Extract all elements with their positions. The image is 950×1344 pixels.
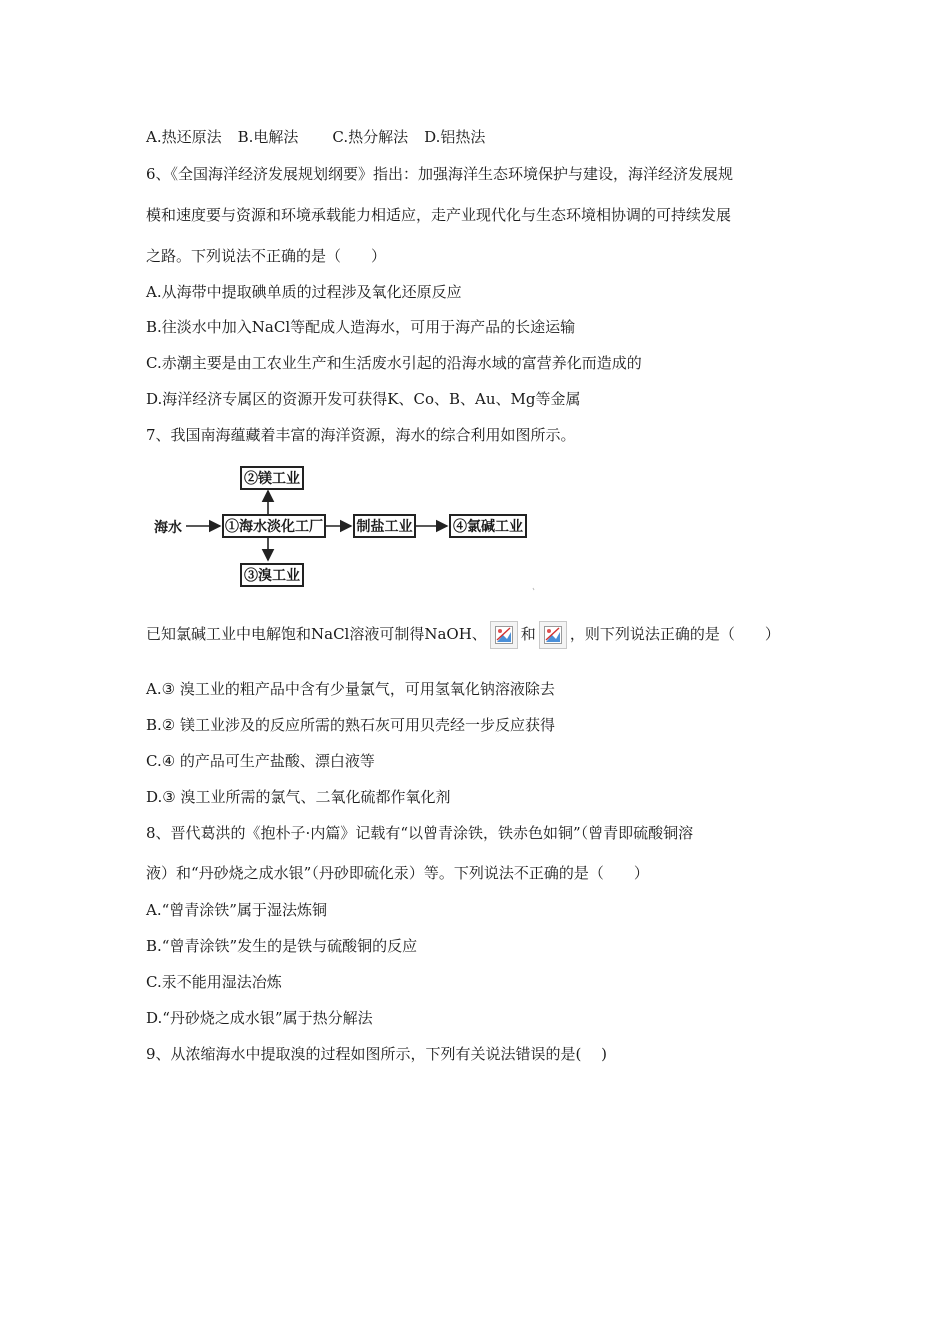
q6-option-a: A.从海带中提取碘单质的过程涉及氧化还原反应 bbox=[146, 283, 462, 301]
seawater-flow-diagram bbox=[150, 460, 550, 595]
q8-option-b: B.“曾青涂铁”发生的是铁与硫酸铜的反应 bbox=[146, 937, 418, 955]
q8-option-d: D.“丹砂烧之成水银”属于热分解法 bbox=[146, 1009, 373, 1027]
q7-known-condition bbox=[146, 621, 780, 649]
q6-stem-line-2: 模和速度要与资源和环境承载能力相适应，走产业现代化与生态环境相协调的可持续发展 bbox=[146, 206, 732, 224]
box-magnesium-industry: ②镁工业 bbox=[240, 466, 304, 490]
q7-known-suffix: ，则下列说法正确的是（ ） bbox=[569, 625, 780, 643]
q5-option-d: D.铝热法 bbox=[424, 128, 486, 146]
q6-stem-line-3: 之路。下列说法不正确的是（ ） bbox=[146, 247, 387, 265]
q7-option-b: B.② 镁工业涉及的反应所需的熟石灰可用贝壳经一步反应获得 bbox=[146, 716, 556, 734]
broken-image-icon bbox=[539, 621, 567, 649]
q8-stem-line-2: 液）和“丹砂烧之成水银”（丹砂即硫化汞）等。下列说法不正确的是（ ） bbox=[146, 864, 649, 882]
q8-option-a: A.“曾青涂铁”属于湿法炼铜 bbox=[146, 901, 327, 919]
q6-option-c: C.赤潮主要是由工农业生产和生活废水引起的沿海水域的富营养化而造成的 bbox=[146, 354, 642, 372]
q7-option-c: C.④ 的产品可生产盐酸、漂白液等 bbox=[146, 752, 375, 770]
q5-option-a: A.热还原法 bbox=[146, 128, 222, 146]
q5-options-line bbox=[146, 127, 485, 147]
q8-stem-line-1: 8、晋代葛洪的《抱朴子·内篇》记载有“以曾青涂铁，铁赤色如铜”（曾青即硫酸铜溶 bbox=[146, 824, 694, 842]
q7-option-d: D.③ 溴工业所需的氯气、二氧化硫都作氧化剂 bbox=[146, 788, 451, 806]
q7-option-a: A.③ 溴工业的粗产品中含有少量氯气，可用氢氧化钠溶液除去 bbox=[146, 680, 555, 698]
broken-image-icon bbox=[490, 621, 518, 649]
q7-stem: 7、我国南海蕴藏着丰富的海洋资源，海水的综合利用如图所示。 bbox=[146, 426, 576, 444]
box-desalination-plant: ①海水淡化工厂 bbox=[222, 514, 326, 538]
input-seawater-label: 海水 bbox=[154, 520, 182, 536]
q5-option-b: B.电解法 bbox=[237, 128, 299, 146]
q6-option-b: B.往淡水中加入NaCl等配成人造海水，可用于海产品的长途运输 bbox=[146, 318, 576, 336]
q9-stem: 9、从浓缩海水中提取溴的过程如图所示，下列有关说法错误的是( ) bbox=[146, 1045, 608, 1063]
box-chlor-alkali-industry: ④氯碱工业 bbox=[449, 514, 527, 538]
q6-stem-line-1: 6、《全国海洋经济发展规划纲要》指出：加强海洋生态环境保护与建设，海洋经济发展规 bbox=[146, 165, 734, 183]
q7-known-prefix: 已知氯碱工业中电解饱和NaCl溶液可制得NaOH、 bbox=[146, 625, 487, 643]
q7-known-mid: 和 bbox=[520, 625, 536, 643]
q8-option-c: C.汞不能用湿法冶炼 bbox=[146, 973, 282, 991]
box-bromine-industry: ③溴工业 bbox=[240, 563, 304, 587]
box-salt-industry: 制盐工业 bbox=[353, 514, 416, 538]
q5-option-c: C.热分解法 bbox=[332, 128, 409, 146]
scan-speck bbox=[533, 588, 534, 590]
q6-option-d: D.海洋经济专属区的资源开发可获得K、Co、B、Au、Mg等金属 bbox=[146, 390, 581, 408]
